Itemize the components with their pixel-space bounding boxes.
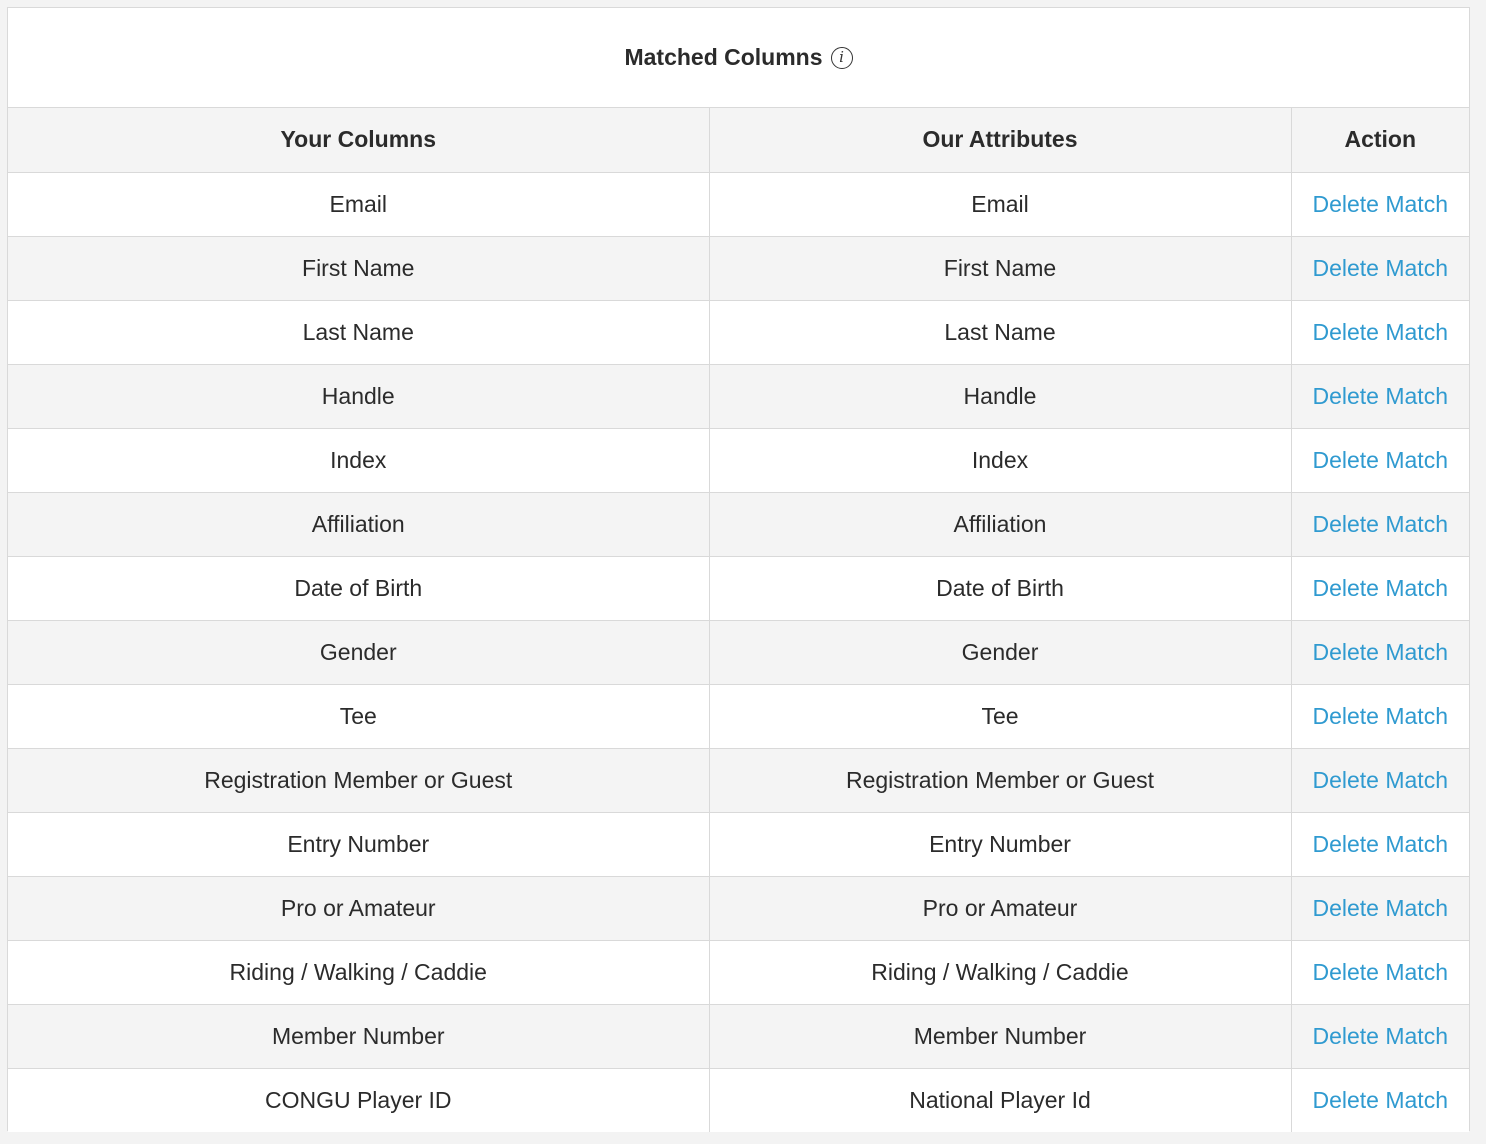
action-cell [1291, 748, 1469, 812]
delete-match-link[interactable]: Delete Match [1312, 830, 1448, 857]
your-column-cell: Affiliation [8, 492, 709, 556]
our-attribute-cell: Last Name [709, 300, 1291, 364]
action-cell [1291, 684, 1469, 748]
our-attribute-cell: Entry Number [709, 812, 1291, 876]
table-row [8, 748, 1469, 812]
table-row [8, 1004, 1469, 1068]
delete-match-link[interactable]: Delete Match [1312, 574, 1448, 601]
table-row [8, 428, 1469, 492]
delete-match-link[interactable]: Delete Match [1312, 1022, 1448, 1049]
matched-columns-panel [7, 7, 1470, 1131]
action-cell [1291, 1068, 1469, 1132]
delete-match-link[interactable]: Delete Match [1312, 510, 1448, 537]
our-attribute-cell: Index [709, 428, 1291, 492]
table-header-row [8, 108, 1469, 172]
your-column-cell: Date of Birth [8, 556, 709, 620]
our-attribute-cell: Affiliation [709, 492, 1291, 556]
table-row [8, 556, 1469, 620]
your-column-cell: Registration Member or Guest [8, 748, 709, 812]
info-icon[interactable]: i [831, 47, 853, 69]
action-cell [1291, 172, 1469, 236]
action-cell [1291, 940, 1469, 1004]
our-attribute-cell: Handle [709, 364, 1291, 428]
our-attribute-cell: National Player Id [709, 1068, 1291, 1132]
our-attribute-cell: Riding / Walking / Caddie [709, 940, 1291, 1004]
table-row [8, 300, 1469, 364]
action-cell [1291, 428, 1469, 492]
action-cell [1291, 300, 1469, 364]
header-your-columns: Your Columns [8, 108, 709, 172]
table-row [8, 620, 1469, 684]
header-action: Action [1291, 108, 1469, 172]
table-row [8, 876, 1469, 940]
delete-match-link[interactable]: Delete Match [1312, 958, 1448, 985]
delete-match-link[interactable]: Delete Match [1312, 702, 1448, 729]
delete-match-link[interactable]: Delete Match [1312, 318, 1448, 345]
action-cell [1291, 236, 1469, 300]
panel-header [8, 8, 1469, 108]
your-column-cell: Tee [8, 684, 709, 748]
action-cell [1291, 492, 1469, 556]
table-row [8, 364, 1469, 428]
delete-match-link[interactable]: Delete Match [1312, 190, 1448, 217]
our-attribute-cell: Date of Birth [709, 556, 1291, 620]
our-attribute-cell: Pro or Amateur [709, 876, 1291, 940]
action-cell [1291, 876, 1469, 940]
table-row [8, 684, 1469, 748]
table-row [8, 172, 1469, 236]
matched-columns-table [8, 108, 1469, 1132]
panel-title: Matched Columns [624, 44, 823, 70]
action-cell [1291, 620, 1469, 684]
delete-match-link[interactable]: Delete Match [1312, 766, 1448, 793]
your-column-cell: CONGU Player ID [8, 1068, 709, 1132]
your-column-cell: Gender [8, 620, 709, 684]
your-column-cell: First Name [8, 236, 709, 300]
your-column-cell: Email [8, 172, 709, 236]
table-row [8, 812, 1469, 876]
our-attribute-cell: Member Number [709, 1004, 1291, 1068]
your-column-cell: Last Name [8, 300, 709, 364]
delete-match-link[interactable]: Delete Match [1312, 1086, 1448, 1113]
delete-match-link[interactable]: Delete Match [1312, 638, 1448, 665]
table-row [8, 492, 1469, 556]
header-our-attributes: Our Attributes [709, 108, 1291, 172]
our-attribute-cell: Email [709, 172, 1291, 236]
our-attribute-cell: Tee [709, 684, 1291, 748]
your-column-cell: Entry Number [8, 812, 709, 876]
delete-match-link[interactable]: Delete Match [1312, 382, 1448, 409]
action-cell [1291, 812, 1469, 876]
our-attribute-cell: First Name [709, 236, 1291, 300]
your-column-cell: Member Number [8, 1004, 709, 1068]
table-row [8, 940, 1469, 1004]
our-attribute-cell: Registration Member or Guest [709, 748, 1291, 812]
action-cell [1291, 1004, 1469, 1068]
delete-match-link[interactable]: Delete Match [1312, 254, 1448, 281]
your-column-cell: Index [8, 428, 709, 492]
your-column-cell: Riding / Walking / Caddie [8, 940, 709, 1004]
action-cell [1291, 556, 1469, 620]
action-cell [1291, 364, 1469, 428]
table-row [8, 236, 1469, 300]
your-column-cell: Handle [8, 364, 709, 428]
our-attribute-cell: Gender [709, 620, 1291, 684]
table-row [8, 1068, 1469, 1132]
delete-match-link[interactable]: Delete Match [1312, 446, 1448, 473]
your-column-cell: Pro or Amateur [8, 876, 709, 940]
delete-match-link[interactable]: Delete Match [1312, 894, 1448, 921]
